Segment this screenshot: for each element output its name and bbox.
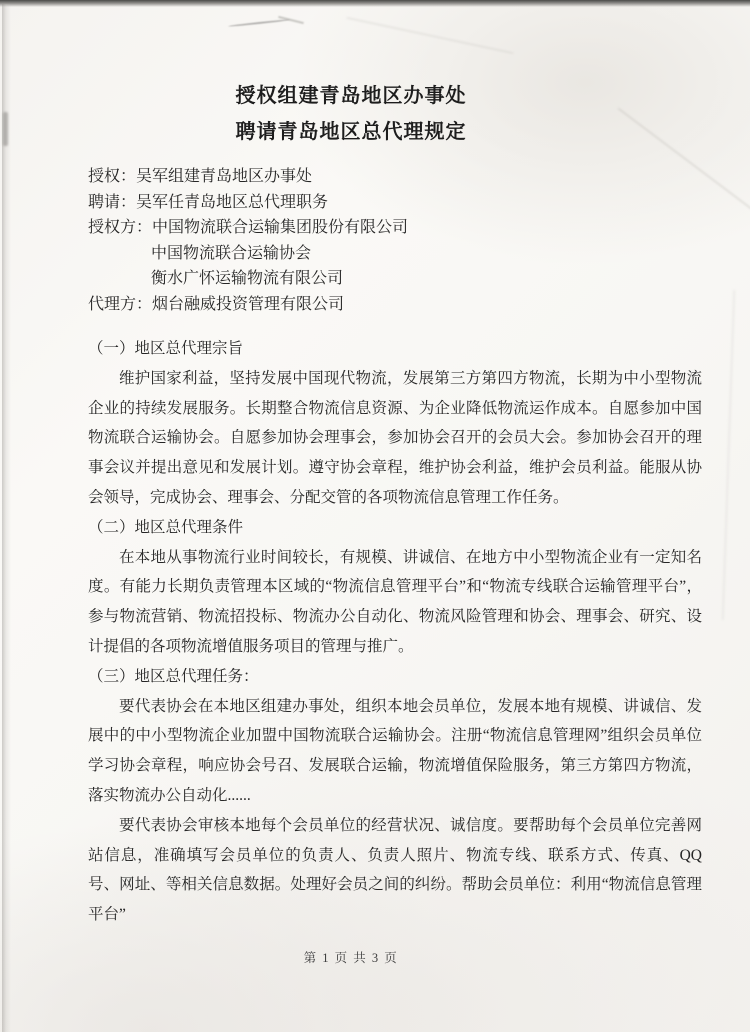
header-line-authorizer-2: 中国物流联合运输协会 — [151, 244, 312, 262]
document-body — [88, 334, 702, 930]
title-line-2: 聘请青岛地区总代理规定 — [235, 121, 467, 143]
page-number: 第 1 页 共 3 页 — [303, 950, 399, 965]
section-1-heading: （一）地区总代理宗旨 — [88, 340, 244, 357]
header-line-agent: 代理方：烟台融威投资管理有限公司 — [88, 295, 345, 313]
section-3-paragraph-2: 要代表协会审核本地每个会员单位的经营状况、诚信度。要帮助每个会员单位完善网站信息，准确填写会员单位的负责人、负责人照片、物流专线、联系方式、传真、QQ 号、网址、等相关信息数据。处理好会员之间的纠纷。帮助会员单位：利用“物流信息管理平台” — [88, 816, 702, 924]
header-line-authorization: 授权：吴军组建青岛地区办事处 — [88, 168, 313, 185]
document-content — [88, 0, 702, 966]
title-line-1: 授权组建青岛地区办事处 — [235, 85, 467, 107]
header-line-authorizer: 授权方：中国物流联合运输集团股份有限公司 — [88, 219, 409, 236]
scan-edge-mark — [3, 112, 8, 146]
paper-crease — [722, 290, 735, 620]
section-2-paragraph: 在本地从事物流行业时间较长，有规模、讲诚信、在地方中小型物流企业有一定知名度。有能力长期负责管理本区域的“物流信息管理平台”和“物流专线联合运输管理平台”，参与物流营销、物流招投标、物流办公自动化、物流风险管理和协会、理事会、研究、设计提倡的各项物流增值服务项目的管理与推广。 — [88, 548, 702, 655]
header-line-appointment: 聘请：吴军任青岛地区总代理职务 — [88, 193, 329, 211]
section-3-paragraph-1: 要代表协会在本地区组建办事处，组织本地会员单位，发展本地有规模、讲诚信、发展中的中小型物流企业加盟中国物流联合运输协会。注册“物流信息管理网”组织会员单位学习协会章程，响应协会号召、发展联合运输，物流增值保险服务，第三方第四方物流，落实物流办公自动化...... — [88, 697, 702, 804]
scan-left-shadow — [2, 4, 11, 1032]
header-line-authorizer-3: 衡水广怀运输物流有限公司 — [151, 270, 344, 287]
section-3-heading: （三）地区总代理任务： — [88, 667, 259, 685]
document-title — [88, 78, 614, 150]
section-1-paragraph: 维护国家利益，坚持发展中国现代物流，发展第三方第四方物流，长期为中小型物流企业的持续发展服务。长期整合物流信息资源、为企业降低物流运作成本。自愿参加中国物流联合运输协会。自愿参加协会理事会，参加协会召开的会员大会。参加协会召开的理事会议并提出意见和发展计划。遵守协会章程，维护协会利益，维护会员利益。能服从协会领导，完成协会、理事会、分配交管的各项物流信息管理工作任务。 — [88, 369, 702, 506]
header-block — [88, 164, 702, 317]
section-2-heading: （二）地区总代理条件 — [88, 518, 244, 536]
